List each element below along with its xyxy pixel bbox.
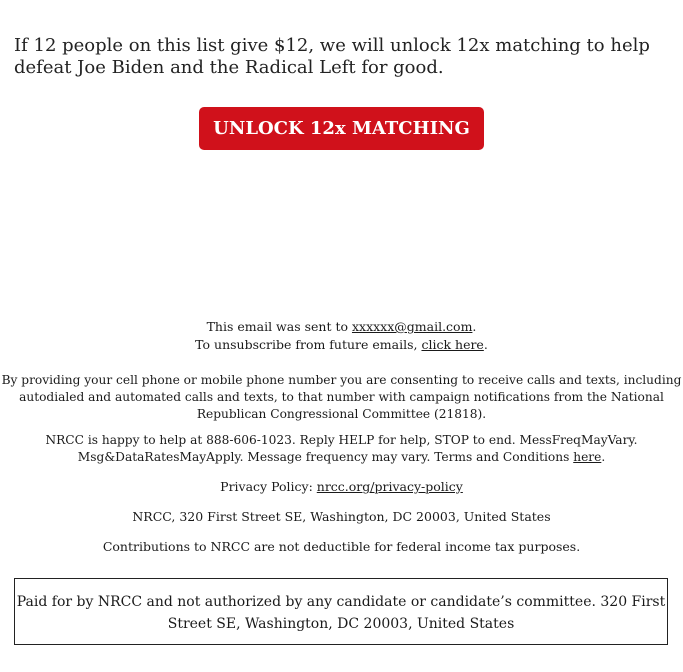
- tax-deductible-notice: Contributions to NRCC are not deductible for federal income tax purposes.: [102, 539, 581, 554]
- privacy-prefix: Privacy Policy:: [220, 479, 317, 494]
- intro-paragraph: If 12 people on this list give $12, we will unlock 12x matching to help defeat Joe Biden and the Radical Left for good.: [14, 35, 650, 78]
- help-suffix: .: [601, 450, 606, 464]
- mailing-address: NRCC, 320 First Street SE, Washington, DC 20003, United States: [132, 509, 551, 524]
- help-text: [0, 432, 683, 466]
- unsubscribe-suffix: .: [483, 337, 488, 352]
- recipient-email-link[interactable]: xxxxxx@gmail.com: [351, 319, 473, 334]
- paid-for-disclaimer-box: [14, 578, 668, 645]
- sent-prefix: This email was sent to: [206, 319, 352, 334]
- privacy-policy-link[interactable]: nrcc.org/privacy-policy: [316, 479, 463, 494]
- privacy-policy-line: [0, 478, 683, 496]
- help-body: NRCC is happy to help at 888-606-1023. Reply HELP for help, STOP to end. MessFreqMayVary. Msg&DataRatesMayApply. Message frequency may vary. Terms and Conditions: [45, 433, 638, 464]
- unsubscribe-link[interactable]: click here: [421, 337, 484, 352]
- unsubscribe-prefix: To unsubscribe from future emails,: [195, 337, 422, 352]
- sent-suffix: .: [472, 319, 477, 334]
- sms-consent-text: By providing your cell phone or mobile phone number you are consenting to receive calls and texts, including autodialed and automated calls and texts, to that number with campaign notifications from the National Republican Congressional Committee (21818).: [1, 373, 682, 421]
- email-notice: [0, 318, 683, 354]
- cta-container: [0, 107, 683, 150]
- terms-link[interactable]: here: [573, 450, 602, 464]
- unlock-matching-button[interactable]: UNLOCK 12x MATCHING: [199, 107, 484, 150]
- paid-for-disclaimer: Paid for by NRCC and not authorized by any candidate or candidate’s committee. 320 First Street SE, Washington, DC 20003, United States: [16, 594, 666, 632]
